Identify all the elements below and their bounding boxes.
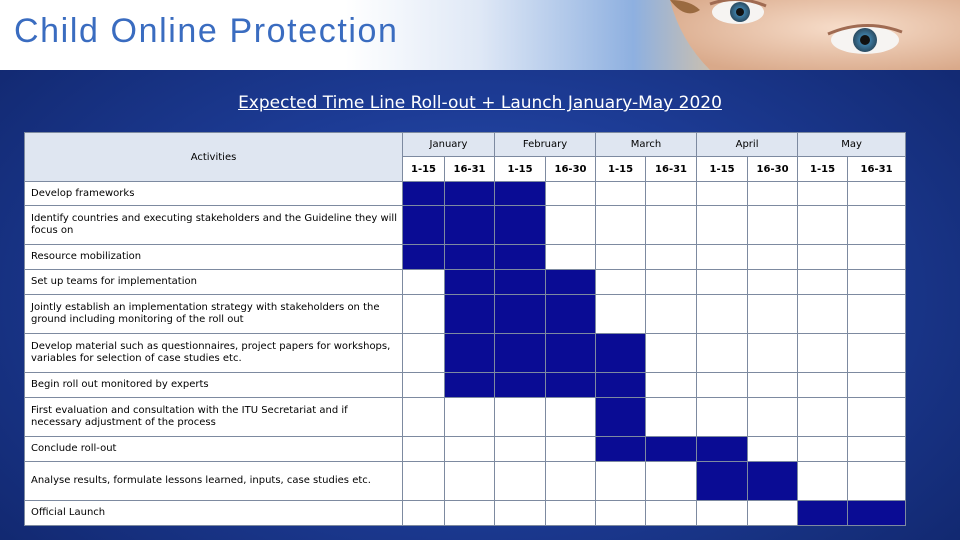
timeline-empty-cell [848, 462, 906, 501]
timeline-bar-cell [697, 437, 748, 462]
timeline-bar-cell [495, 182, 546, 206]
timeline-empty-cell [403, 334, 445, 373]
timeline-bar-cell [495, 373, 546, 398]
timeline-bar-cell [546, 295, 596, 334]
timeline-empty-cell [798, 373, 848, 398]
timeline-bar-cell [748, 462, 798, 501]
activity-label: Analyse results, formulate lessons learned, inputs, case studies etc. [25, 462, 403, 501]
month-header-may: May [798, 133, 906, 157]
table-row [25, 501, 906, 526]
timeline-empty-cell [546, 245, 596, 270]
table-row [25, 398, 906, 437]
timeline-empty-cell [646, 462, 697, 501]
timeline-empty-cell [748, 270, 798, 295]
period-header: 1-15 [697, 157, 748, 182]
timeline-empty-cell [748, 398, 798, 437]
activity-label: Develop frameworks [25, 182, 403, 206]
timeline-empty-cell [848, 270, 906, 295]
timeline-bar-cell [848, 501, 906, 526]
timeline-empty-cell [848, 245, 906, 270]
timeline-empty-cell [697, 270, 748, 295]
activities-header: Activities [25, 133, 403, 182]
timeline-empty-cell [445, 462, 495, 501]
timeline-heading: Expected Time Line Roll-out + Launch January-May 2020 [238, 93, 722, 113]
period-header: 16-30 [748, 157, 798, 182]
timeline-empty-cell [495, 462, 546, 501]
timeline-bar-cell [445, 334, 495, 373]
banner-title: Child Online Protection [14, 12, 399, 50]
month-header-february: February [495, 133, 596, 157]
period-header: 1-15 [495, 157, 546, 182]
activity-label: Jointly establish an implementation strategy with stakeholders on the ground including monitoring of the roll out [25, 295, 403, 334]
timeline-empty-cell [445, 437, 495, 462]
table-row [25, 437, 906, 462]
timeline-empty-cell [596, 206, 646, 245]
timeline-empty-cell [697, 206, 748, 245]
timeline-empty-cell [848, 182, 906, 206]
timeline-empty-cell [546, 501, 596, 526]
timeline-empty-cell [697, 373, 748, 398]
table-row [25, 206, 906, 245]
timeline-empty-cell [546, 182, 596, 206]
timeline-empty-cell [596, 295, 646, 334]
timeline-bar-cell [646, 437, 697, 462]
timeline-empty-cell [403, 398, 445, 437]
timeline-empty-cell [748, 373, 798, 398]
timeline-empty-cell [546, 437, 596, 462]
period-header: 16-31 [445, 157, 495, 182]
timeline-empty-cell [646, 270, 697, 295]
timeline-bar-cell [403, 182, 445, 206]
timeline-empty-cell [403, 373, 445, 398]
table-row [25, 270, 906, 295]
timeline-bar-cell [445, 373, 495, 398]
timeline-bar-cell [596, 398, 646, 437]
period-header: 16-31 [848, 157, 906, 182]
timeline-empty-cell [748, 334, 798, 373]
timeline-empty-cell [646, 295, 697, 334]
timeline-bar-cell [445, 182, 495, 206]
timeline-bar-cell [445, 295, 495, 334]
timeline-bar-cell [445, 245, 495, 270]
timeline-empty-cell [848, 295, 906, 334]
timeline-empty-cell [748, 501, 798, 526]
timeline-bar-cell [495, 245, 546, 270]
timeline-empty-cell [798, 334, 848, 373]
timeline-empty-cell [748, 437, 798, 462]
timeline-bar-cell [546, 373, 596, 398]
timeline-bar-cell [445, 206, 495, 245]
timeline-empty-cell [848, 334, 906, 373]
timeline-bar-cell [495, 295, 546, 334]
activity-label: Resource mobilization [25, 245, 403, 270]
timeline-bar-cell [596, 437, 646, 462]
timeline-empty-cell [748, 206, 798, 245]
timeline-empty-cell [848, 206, 906, 245]
timeline-empty-cell [596, 501, 646, 526]
timeline-empty-cell [445, 501, 495, 526]
timeline-empty-cell [596, 245, 646, 270]
timeline-empty-cell [848, 398, 906, 437]
activity-label: Set up teams for implementation [25, 270, 403, 295]
gantt-table-container [24, 132, 906, 526]
timeline-empty-cell [646, 206, 697, 245]
table-row [25, 182, 906, 206]
timeline-bar-cell [546, 270, 596, 295]
table-row [25, 334, 906, 373]
month-header-march: March [596, 133, 697, 157]
timeline-empty-cell [646, 373, 697, 398]
activity-label: Develop material such as questionnaires, project papers for workshops, variables for selection of case studies etc. [25, 334, 403, 373]
timeline-bar-cell [798, 501, 848, 526]
timeline-empty-cell [646, 182, 697, 206]
timeline-bar-cell [546, 334, 596, 373]
timeline-empty-cell [798, 437, 848, 462]
activity-label: Official Launch [25, 501, 403, 526]
timeline-bar-cell [403, 245, 445, 270]
timeline-empty-cell [697, 295, 748, 334]
timeline-bar-cell [403, 206, 445, 245]
activity-label: Conclude roll-out [25, 437, 403, 462]
timeline-empty-cell [798, 182, 848, 206]
timeline-empty-cell [646, 501, 697, 526]
timeline-empty-cell [848, 373, 906, 398]
period-header: 16-31 [646, 157, 697, 182]
timeline-empty-cell [697, 334, 748, 373]
timeline-empty-cell [403, 462, 445, 501]
timeline-empty-cell [748, 182, 798, 206]
timeline-bar-cell [697, 462, 748, 501]
timeline-empty-cell [798, 270, 848, 295]
timeline-empty-cell [546, 206, 596, 245]
timeline-empty-cell [495, 398, 546, 437]
timeline-bar-cell [495, 334, 546, 373]
timeline-bar-cell [596, 373, 646, 398]
timeline-empty-cell [748, 245, 798, 270]
timeline-empty-cell [697, 398, 748, 437]
timeline-empty-cell [697, 182, 748, 206]
timeline-empty-cell [495, 437, 546, 462]
timeline-empty-cell [646, 334, 697, 373]
timeline-bar-cell [495, 270, 546, 295]
table-row [25, 462, 906, 501]
timeline-empty-cell [596, 462, 646, 501]
timeline-empty-cell [798, 206, 848, 245]
timeline-empty-cell [546, 398, 596, 437]
period-header: 1-15 [596, 157, 646, 182]
activity-label: First evaluation and consultation with the ITU Secretariat and if necessary adjustment of the process [25, 398, 403, 437]
header-banner [0, 0, 960, 70]
timeline-empty-cell [403, 270, 445, 295]
timeline-empty-cell [403, 437, 445, 462]
month-header-april: April [697, 133, 798, 157]
timeline-empty-cell [697, 501, 748, 526]
timeline-empty-cell [798, 398, 848, 437]
activity-label: Begin roll out monitored by experts [25, 373, 403, 398]
timeline-empty-cell [748, 295, 798, 334]
timeline-bar-cell [445, 270, 495, 295]
timeline-empty-cell [646, 398, 697, 437]
timeline-empty-cell [546, 462, 596, 501]
timeline-empty-cell [798, 462, 848, 501]
period-header: 1-15 [798, 157, 848, 182]
timeline-empty-cell [697, 245, 748, 270]
timeline-empty-cell [798, 245, 848, 270]
timeline-empty-cell [596, 182, 646, 206]
month-header-january: January [403, 133, 495, 157]
timeline-empty-cell [646, 245, 697, 270]
timeline-empty-cell [596, 270, 646, 295]
period-header: 1-15 [403, 157, 445, 182]
table-row [25, 245, 906, 270]
gantt-table [24, 132, 906, 526]
timeline-empty-cell [403, 501, 445, 526]
timeline-empty-cell [495, 501, 546, 526]
timeline-empty-cell [798, 295, 848, 334]
timeline-empty-cell [848, 437, 906, 462]
timeline-empty-cell [445, 398, 495, 437]
activity-label: Identify countries and executing stakeholders and the Guideline they will focus on [25, 206, 403, 245]
timeline-bar-cell [596, 334, 646, 373]
period-header: 16-30 [546, 157, 596, 182]
table-row [25, 373, 906, 398]
child-face-photo [640, 0, 960, 70]
timeline-bar-cell [495, 206, 546, 245]
table-row [25, 295, 906, 334]
timeline-empty-cell [403, 295, 445, 334]
